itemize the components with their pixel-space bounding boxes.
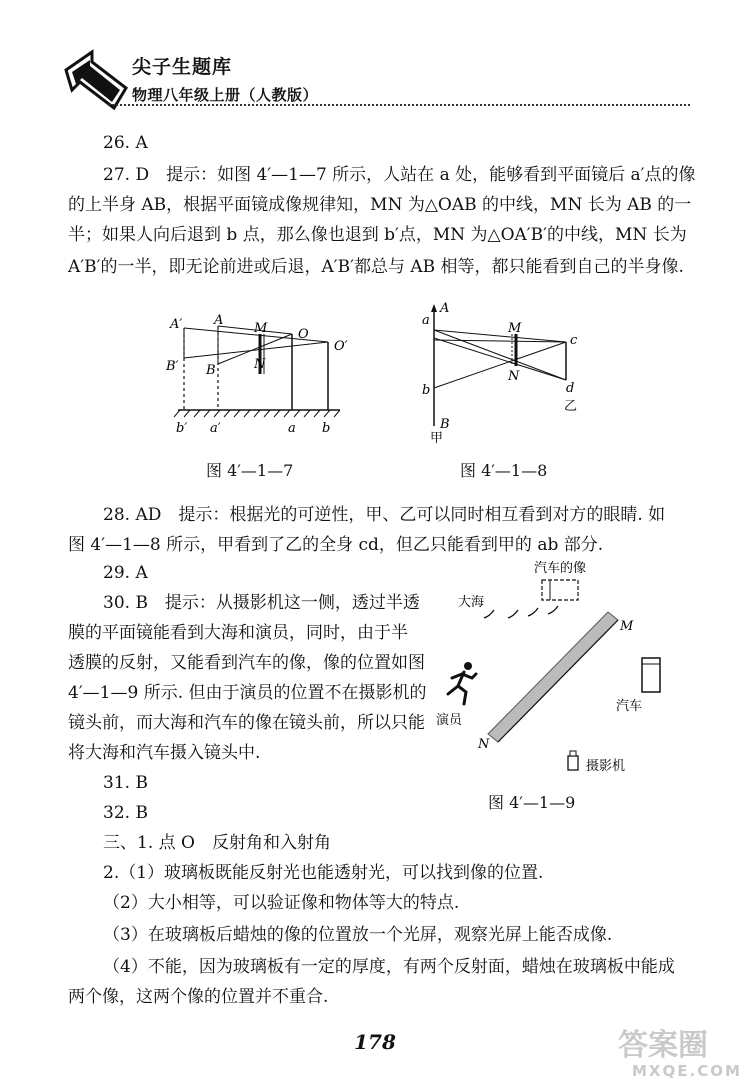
section-3-item-2-4: （4）不能，因为玻璃板有一定的厚度，有两个反射面，蜡烛在玻璃板中能成 <box>103 957 675 977</box>
answer-27-line-4: A′B′的一半，即无论前进或后退，A′B′都总与 AB 相等，都只能看到自己的半身像. <box>68 257 684 277</box>
fig8-label-N: N <box>508 369 520 384</box>
fig8-label-jia: 甲 <box>430 431 444 445</box>
fig9-label-actor: 演员 <box>436 713 463 728</box>
fig8-label-A: A <box>440 301 450 316</box>
answer-30-line-4: 4′—1—9 所示. 但由于演员的位置不在摄影机的 <box>68 683 427 703</box>
answer-32: 32. B <box>103 803 148 823</box>
fig7-label-B: B <box>206 363 216 378</box>
answer-27-line-1: 27. D 提示：如图 4′—1—7 所示，人站在 a 处，能够看到平面镜后 a′点的像 <box>103 165 696 185</box>
actor-icon <box>448 662 476 704</box>
answer-28-line-1: 28. AD 提示：根据光的可逆性，甲、乙可以同时相互看到对方的眼睛. 如 <box>103 505 666 525</box>
section-3-item-2-5: 两个像，这两个像的位置并不重合. <box>68 987 329 1007</box>
figure-4-1-8 <box>420 300 590 445</box>
answer-30-line-1: 30. B 提示：从摄影机这一侧，透过半透 <box>103 593 420 613</box>
section-3-item-2-1: 2.（1）玻璃板既能反射光也能透射光，可以找到像的位置. <box>103 863 544 883</box>
fig7-label-bp: b′ <box>176 421 188 436</box>
fig7-label-O: O <box>298 327 309 342</box>
answer-30-line-3: 透膜的反射，又能看到汽车的像，像的位置如图 <box>68 653 425 673</box>
answer-30-line-5: 镜头前，而大海和汽车的像在镜头前，所以只能 <box>68 713 425 733</box>
fig8-label-a: a <box>422 313 430 328</box>
answer-26: 26. A <box>103 133 148 153</box>
fig9-label-car: 汽车 <box>616 699 643 714</box>
caption-figure-4-1-8: 图 4′—1—8 <box>460 461 548 480</box>
caption-figure-4-1-7: 图 4′—1—7 <box>206 461 294 480</box>
fig9-label-N: N <box>478 737 490 752</box>
fig8-label-d: d <box>566 381 575 396</box>
answer-27-line-2: 的上半身 AB，根据平面镜成像规律知，MN 为△OAB 的中线，MN 长为 AB 的一 <box>68 195 692 215</box>
fig7-label-ap: a′ <box>210 421 221 436</box>
fig9-label-M: M <box>620 619 634 634</box>
fig8-label-B: B <box>440 417 450 432</box>
fig8-label-yi: 乙 <box>564 399 578 414</box>
fig7-label-M: M <box>254 321 268 336</box>
answer-28-line-2: 图 4′—1—8 所示，甲看到了乙的全身 cd，但乙只能看到甲的 ab 部分. <box>68 535 604 555</box>
fig7-label-a: a <box>288 421 296 436</box>
fig7-label-Ap: A′ <box>170 317 183 332</box>
section-3-item-2-3: （3）在玻璃板后蜡烛的像的位置放一个光屏，观察光屏上能否成像. <box>103 925 613 945</box>
answer-29: 29. A <box>103 563 148 583</box>
section-3-item-2-2: （2）大小相等，可以验证像和物体等大的特点. <box>103 893 460 913</box>
book-title: 尖子生题库 <box>132 56 233 78</box>
camera-icon <box>568 756 578 770</box>
answer-30-line-2: 膜的平面镜能看到大海和演员，同时，由于半 <box>68 623 408 643</box>
fig8-label-M: M <box>508 321 522 336</box>
fig8-label-b: b <box>422 383 431 398</box>
header-arrow-logo <box>62 48 132 118</box>
fig7-label-Bp: B′ <box>166 359 179 374</box>
figure-4-1-7 <box>160 308 360 438</box>
fig7-label-N: N <box>254 357 266 372</box>
answer-27-line-3: 半；如果人向后退到 b 点，那么像也退到 b′点，MN 为△OA′B′的中线，MN 长为 <box>68 225 687 245</box>
fig9-label-sea: 大海 <box>458 595 485 610</box>
header-divider <box>108 104 690 106</box>
section-3-item-1: 三、1. 点 O 反射角和入射角 <box>103 833 331 853</box>
fig8-label-c: c <box>570 333 578 348</box>
book-subtitle: 物理八年级上册（人教版） <box>132 86 319 104</box>
watermark-url: MXQE.COM <box>632 1062 742 1080</box>
fig7-label-Op: O′ <box>334 339 348 354</box>
fig7-label-A: A <box>214 313 224 328</box>
figure-4-1-9 <box>436 558 686 788</box>
fig9-label-camera: 摄影机 <box>586 759 626 774</box>
caption-figure-4-1-9: 图 4′—1—9 <box>488 793 576 812</box>
watermark-logo: 答案圈 <box>618 1028 708 1063</box>
fig7-label-b: b <box>322 421 331 436</box>
fig9-label-car-image: 汽车的像 <box>534 561 587 576</box>
answer-30-line-6: 将大海和汽车摄入镜头中. <box>68 743 261 763</box>
answer-31: 31. B <box>103 773 148 793</box>
page-number: 178 <box>354 1030 396 1054</box>
